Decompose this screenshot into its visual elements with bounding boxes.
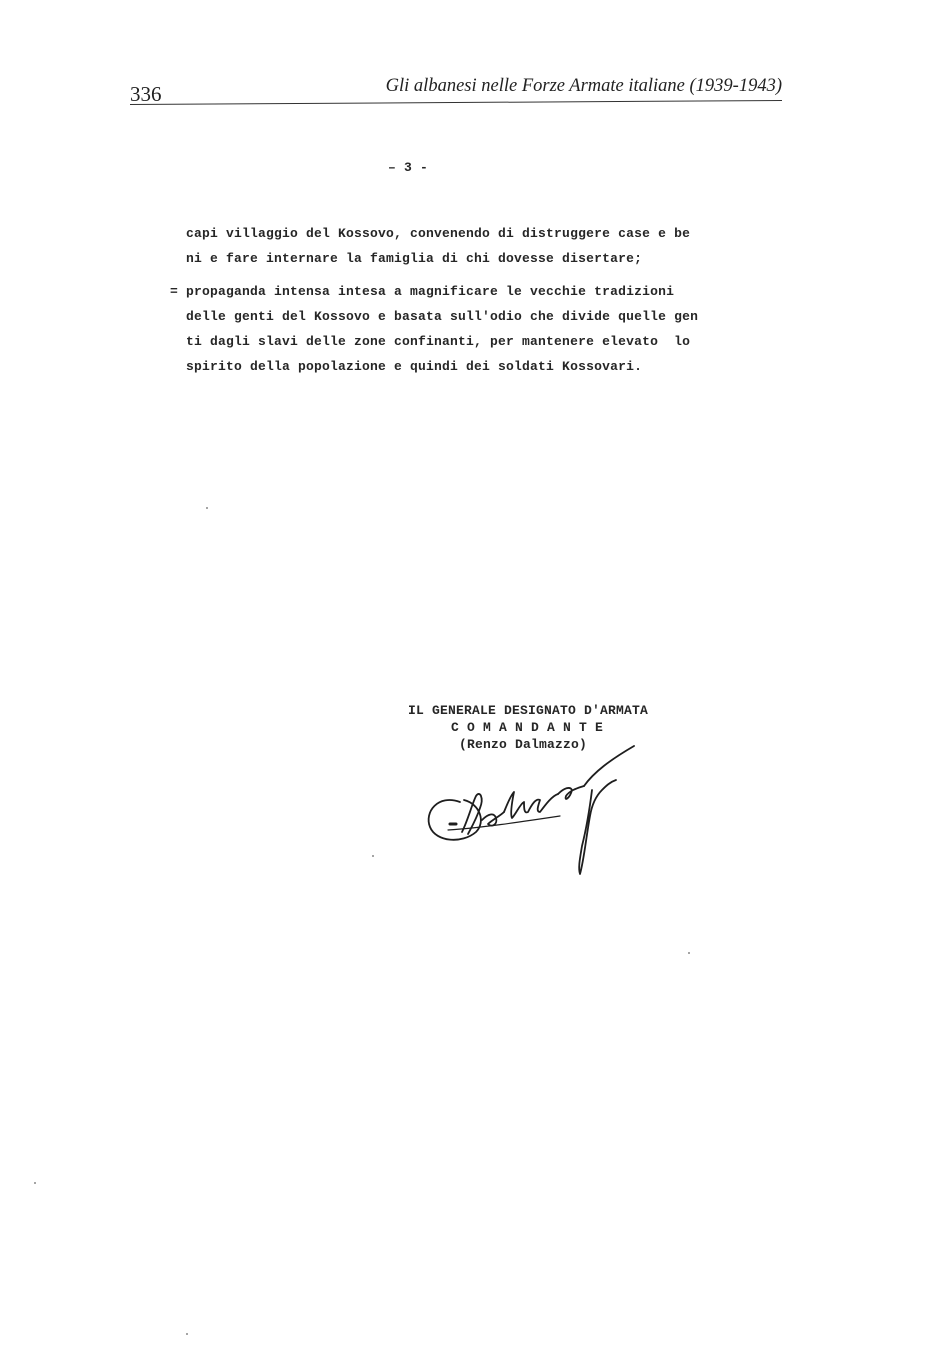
body-line: = propaganda intensa intesa a magnificare le vecchie tradizioni <box>170 284 675 299</box>
scan-speck <box>372 855 374 857</box>
closing-name: (Renzo Dalmazzo) <box>459 737 588 752</box>
scan-speck <box>206 507 208 509</box>
body-line: ti dagli slavi delle zone confinanti, per mantenere elevato lo <box>170 334 691 349</box>
body-line: ni e fare internare la famiglia di chi dovesse disertare; <box>170 251 643 266</box>
closing-rank: IL GENERALE DESIGNATO D'ARMATA <box>408 703 649 718</box>
body-line: spirito della popolazione e quindi dei soldati Kossovari. <box>170 359 643 374</box>
sheet-number: – 3 - <box>388 160 429 175</box>
running-title: Gli albanesi nelle Forze Armate italiane (1939-1943) <box>385 76 782 96</box>
body-line: capi villaggio del Kossovo, convenendo di distruggere case e be <box>170 226 691 241</box>
scan-speck <box>186 1333 188 1335</box>
scan-speck <box>34 1182 36 1184</box>
closing-role: C O M A N D A N T E <box>451 720 604 735</box>
body-line: delle genti del Kossovo e basata sull'odio che divide quelle gen <box>170 309 699 324</box>
header-rule <box>130 100 782 105</box>
scan-speck <box>688 952 690 954</box>
handwritten-signature <box>420 742 660 882</box>
page-number: 336 <box>130 82 162 106</box>
